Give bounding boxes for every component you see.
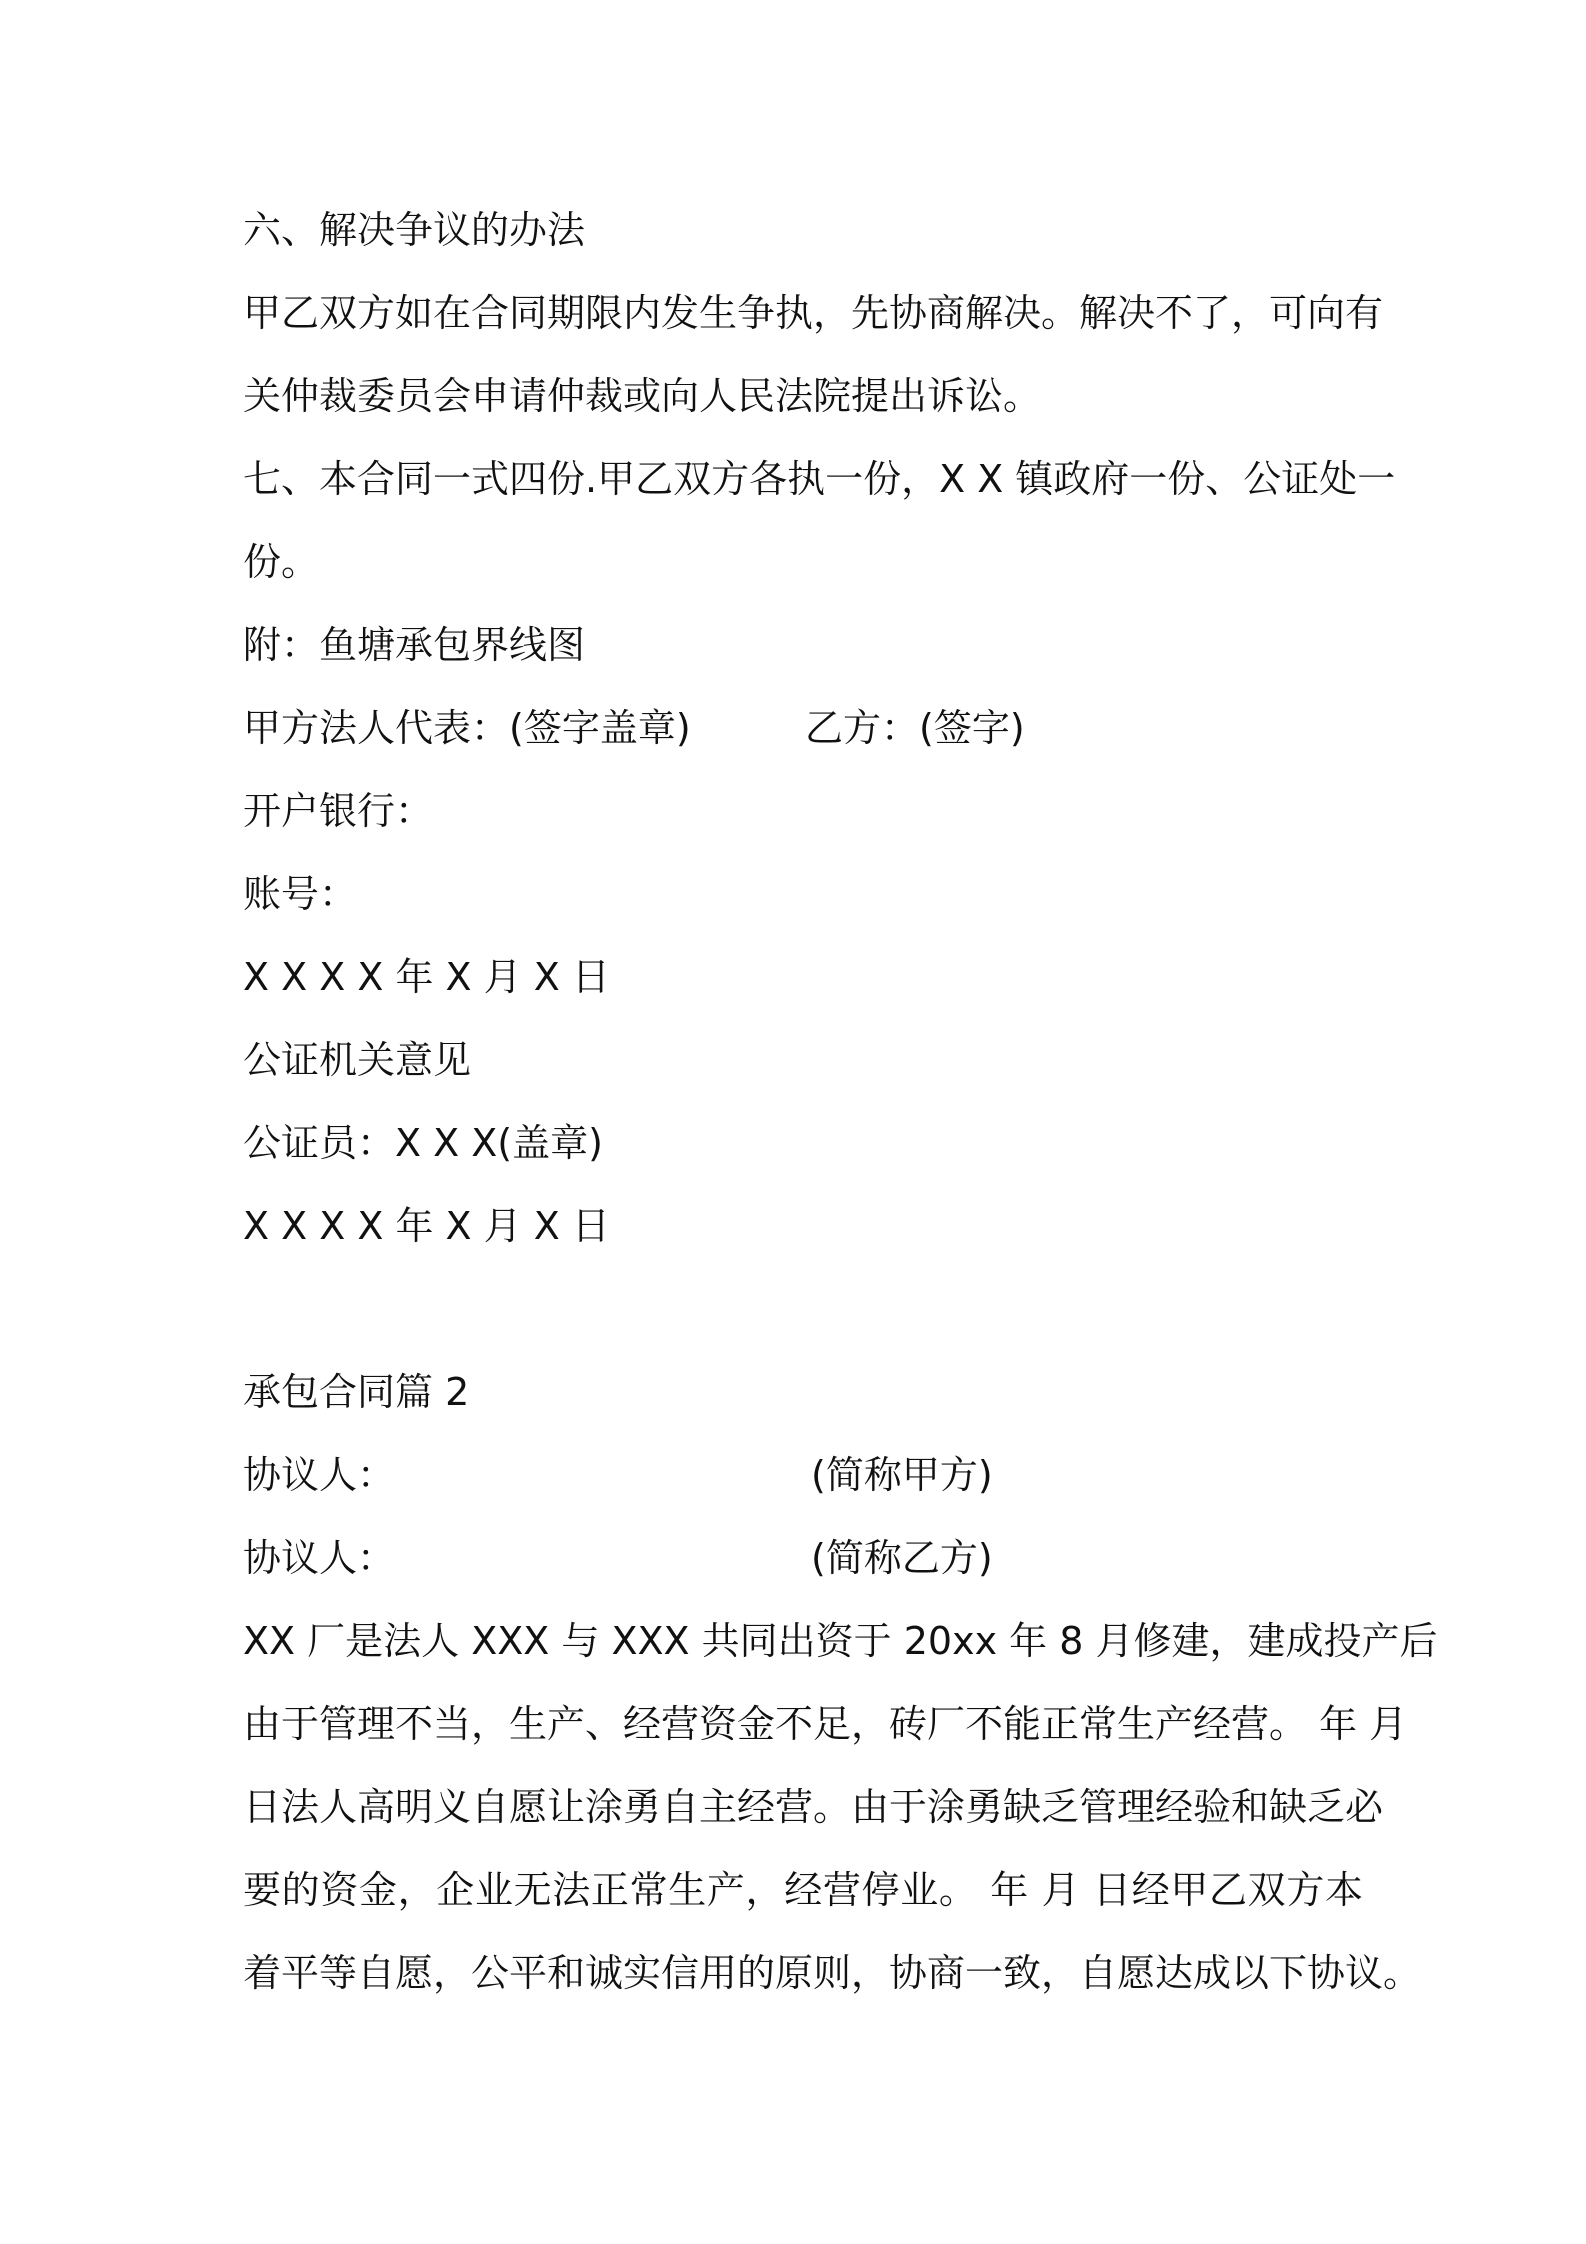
party-label: 协议人： (243, 1536, 396, 1580)
date-line: X X X X 年 X 月 X 日 (243, 955, 610, 999)
party-b-signature-label: 乙方：(签字) (805, 706, 1025, 750)
paragraph-line: 甲乙双方如在合同期限内发生争执，先协商解决。解决不了，可向有 (243, 291, 1384, 335)
account-label: 账号： (243, 872, 358, 916)
paragraph-line: XX 厂是法人 XXX 与 XXX 共同出资于 20xx 年 8 月修建，建成投产后 (243, 1619, 1438, 1663)
party-row (243, 1450, 1363, 1500)
party-a-signature-label: 甲方法人代表：(签字盖章) (243, 706, 691, 750)
contract-title: 承包合同篇 2 (243, 1370, 470, 1414)
section-heading-copies: 七、本合同一式四份.甲乙双方各执一份，X X 镇政府一份、公证处一 (243, 457, 1396, 501)
attachment-note: 附：鱼塘承包界线图 (243, 623, 586, 667)
date-line: X X X X 年 X 月 X 日 (243, 1204, 610, 1248)
section-heading-dispute: 六、解决争议的办法 (243, 208, 586, 252)
party-label: 协议人： (243, 1453, 396, 1497)
signature-row (243, 703, 1363, 753)
paragraph-line: 关仲裁委员会申请仲裁或向人民法院提出诉讼。 (243, 374, 1042, 418)
party-abbrev: (简称甲方) (811, 1453, 993, 1497)
notary-opinion-heading: 公证机关意见 (243, 1038, 472, 1082)
paragraph-line: 份。 (243, 540, 320, 584)
paragraph-line: 日法人高明义自愿让涂勇自主经营。由于涂勇缺乏管理经验和缺乏必 (243, 1785, 1384, 1829)
party-abbrev: (简称乙方) (811, 1536, 993, 1580)
paragraph-line: 由于管理不当，生产、经营资金不足，砖厂不能正常生产经营。 年 月 (243, 1702, 1408, 1746)
bank-label: 开户银行： (243, 789, 434, 833)
paragraph-line: 要的资金，企业无法正常生产，经营停业。 年 月 日经甲乙双方本 (243, 1868, 1363, 1912)
paragraph-line: 着平等自愿，公平和诚实信用的原则，协商一致，自愿达成以下协议。 (243, 1951, 1422, 1995)
party-row (243, 1533, 1363, 1583)
notary-label: 公证员：X X X(盖章) (243, 1121, 603, 1165)
